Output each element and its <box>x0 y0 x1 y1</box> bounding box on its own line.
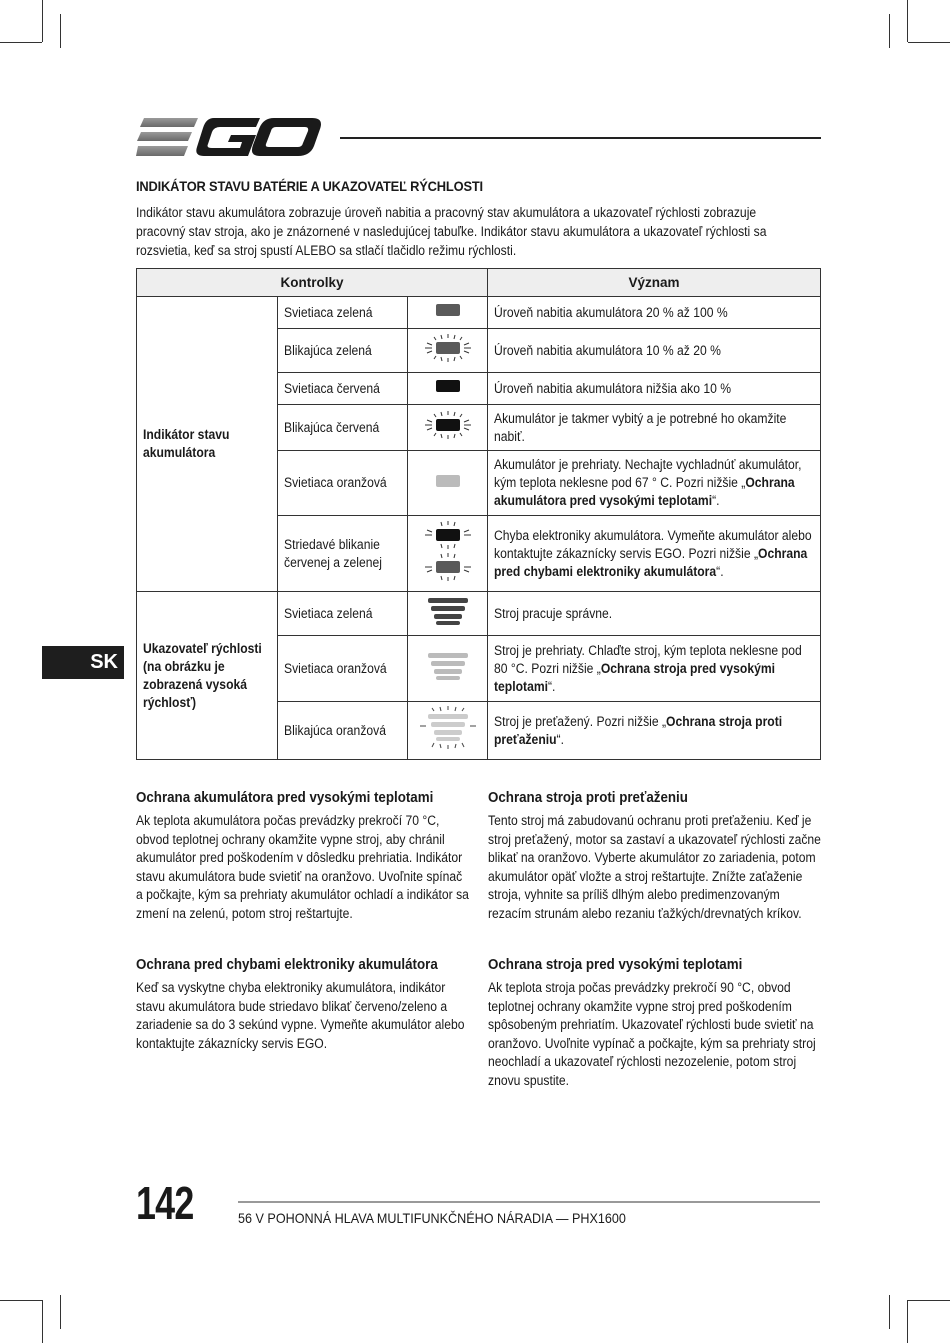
subsection-title: Ochrana akumulátora pred vysokými teplotami <box>136 790 434 806</box>
group-battery-cell <box>137 297 278 592</box>
subsection-battery-temp <box>136 790 468 924</box>
state-cell: Blikajúca oranžová <box>278 702 408 760</box>
subsection-text: Ak teplota stroja počas prevádzky prekročí 90 °C, obvod teplotnej ochrany okamžite vypne stroj pred poškodením spôsobeným prehriatím. Ukazovateľ rýchlosti bude svietiť na oranžovo. Uvoľnite vypínač a počkajte, kým sa prehriaty stroj neochladí a ukazovateľ rýchlosti nezozelenie, potom stroj znovu spustite. <box>488 980 816 1088</box>
state-cell: Svietiaca zelená <box>278 297 408 329</box>
crop-mark <box>907 0 908 42</box>
footer-rule <box>238 1201 820 1203</box>
indicator-table <box>136 268 821 760</box>
meaning-cell: Akumulátor je prehriaty. Nechajte vychladnúť akumulátor, kým teplota neklesne pod 67 ° C. Pozri nižšie „Ochrana akumulátora pred vysokými teplotami“. <box>488 451 821 516</box>
state-cell: Svietiaca červená <box>278 373 408 405</box>
speed-bars-blink-icon <box>420 706 476 750</box>
subsection-title: Ochrana stroja proti preťaženiu <box>488 790 688 806</box>
subsection-title: Ochrana pred chybami elektroniky akumulátora <box>136 957 438 973</box>
crop-mark <box>0 1300 42 1301</box>
meaning-cell: Stroj je preťažený. Pozri nižšie „Ochrana stroja proti preťaženiu“. <box>488 702 821 760</box>
subsection-text: Ak teplota akumulátora počas prevádzky prekročí 70 °C, obvod teplotnej ochrany okamžite vypne stroj, aby chránil akumulátor pred poškodením v dôsledku prehriatia. Indikátor stavu akumulátora bude svietiť na oranžovo. Uvoľnite spínač a počkajte, kým sa prehriaty akumulátor ochladí a indikátor sa zmení na zelenú, potom stroj reštartujte. <box>136 813 469 921</box>
meaning-cell: Chyba elektroniky akumulátora. Vymeňte akumulátor alebo kontaktujte zákaznícky servis EGO. Pozri nižšie „Ochrana pred chybami elektroniky akumulátora“. <box>488 516 821 592</box>
state-cell: Blikajúca červená <box>278 405 408 451</box>
table-row <box>137 592 821 636</box>
state-cell: Blikajúca zelená <box>278 329 408 373</box>
battery-solid-icon <box>433 301 463 319</box>
crop-mark <box>60 14 61 48</box>
table-row <box>137 297 821 329</box>
meaning-cell: Stroj je prehriaty. Chlaďte stroj, kým teplota neklesne pod 80 °C. Pozri nižšie „Ochrana stroja pred vysokými teplotami“. <box>488 636 821 702</box>
header-meaning: Význam <box>488 269 821 297</box>
subsection-text: Tento stroj má zabudovanú ochranu proti preťaženiu. Keď je stroj preťažený, motor sa zastaví a ukazovateľ rýchlosti začne blikať na oranžovo. Vyberte akumulátor zo zariadenia, potom akumulátor opäť vložte a stroj reštartujte. Znížte zaťaženie stroja, vyhnite sa príliš dlhým alebo predimenzovaným rezacím strunám alebo rezaniu ťažkých/drevnatých kríkov. <box>488 813 821 921</box>
battery-blink-icon <box>421 333 475 363</box>
state-cell: Svietiaca zelená <box>278 592 408 636</box>
group-speed-cell <box>137 592 278 760</box>
header-controls: Kontrolky <box>137 269 488 297</box>
meaning-cell: Úroveň nabitia akumulátora 20 % až 100 % <box>488 297 821 329</box>
crop-mark <box>889 1295 890 1329</box>
crop-mark <box>908 42 950 43</box>
subsection-machine-temp <box>488 957 820 1091</box>
footer-product: 56 V POHONNÁ HLAVA MULTIFUNKČNÉHO NÁRADIA — PHX1600 <box>238 1210 626 1226</box>
crop-mark <box>907 1300 908 1343</box>
meaning-cell: Akumulátor je takmer vybitý a je potrebné ho okamžite nabiť. <box>488 405 821 451</box>
header-rule <box>340 137 821 139</box>
subsection-text: Keď sa vyskytne chyba elektroniky akumulátora, indikátor stavu akumulátora bude striedavo blikať červeno/zeleno a zariadenie sa do 3 sekúnd vypne. Vymeňte akumulátor alebo kontaktujte zákaznícky servis EGO. <box>136 980 465 1051</box>
subsection-overload <box>488 790 820 924</box>
state-cell: Striedavé blikanie červenej a zelenej <box>278 516 408 592</box>
crop-mark <box>889 14 890 48</box>
meaning-cell: Úroveň nabitia akumulátora nižšia ako 10 % <box>488 373 821 405</box>
crop-mark <box>0 42 42 43</box>
battery-blink-icon <box>421 410 475 440</box>
subsection-battery-electronics <box>136 957 468 1053</box>
crop-mark <box>42 0 43 42</box>
table-header-row <box>137 269 821 297</box>
crop-mark <box>908 1300 950 1301</box>
speed-bars-icon <box>426 651 470 681</box>
speed-bars-icon <box>426 596 470 626</box>
page-number: 142 <box>136 1177 194 1229</box>
meaning-cell: Stroj pracuje správne. <box>488 592 821 636</box>
battery-alternate-icon <box>421 520 475 582</box>
group-speed-label: Ukazovateľ rýchlosti (na obrázku je zobrazená vysoká rýchlosť) <box>143 640 262 710</box>
ego-logo <box>136 114 322 160</box>
crop-mark <box>42 1300 43 1343</box>
language-tab: SK <box>42 646 124 679</box>
battery-solid-icon <box>433 472 463 490</box>
section-title: INDIKÁTOR STAVU BATÉRIE A UKAZOVATEĽ RÝCHLOSTI <box>136 178 483 194</box>
subsection-title: Ochrana stroja pred vysokými teplotami <box>488 957 743 973</box>
crop-mark <box>60 1295 61 1329</box>
meaning-cell: Úroveň nabitia akumulátora 10 % až 20 % <box>488 329 821 373</box>
group-battery-label: Indikátor stavu akumulátora <box>143 427 230 460</box>
state-cell: Svietiaca oranžová <box>278 636 408 702</box>
battery-solid-icon <box>433 377 463 395</box>
section-intro: Indikátor stavu akumulátora zobrazuje úroveň nabitia a pracovný stav akumulátora a ukazovateľ rýchlosti zobrazuje pracovný stav stroja, ako je znázornené v nasledujúcej tabuľke. Indikátor stavu akumulátora a ukazovateľ rýchlosti sa rozsvietia, keď sa stroj spustí ALEBO sa stlačí tlačidlo režimu rýchlosti. <box>136 205 767 258</box>
state-cell: Svietiaca oranžová <box>278 451 408 516</box>
